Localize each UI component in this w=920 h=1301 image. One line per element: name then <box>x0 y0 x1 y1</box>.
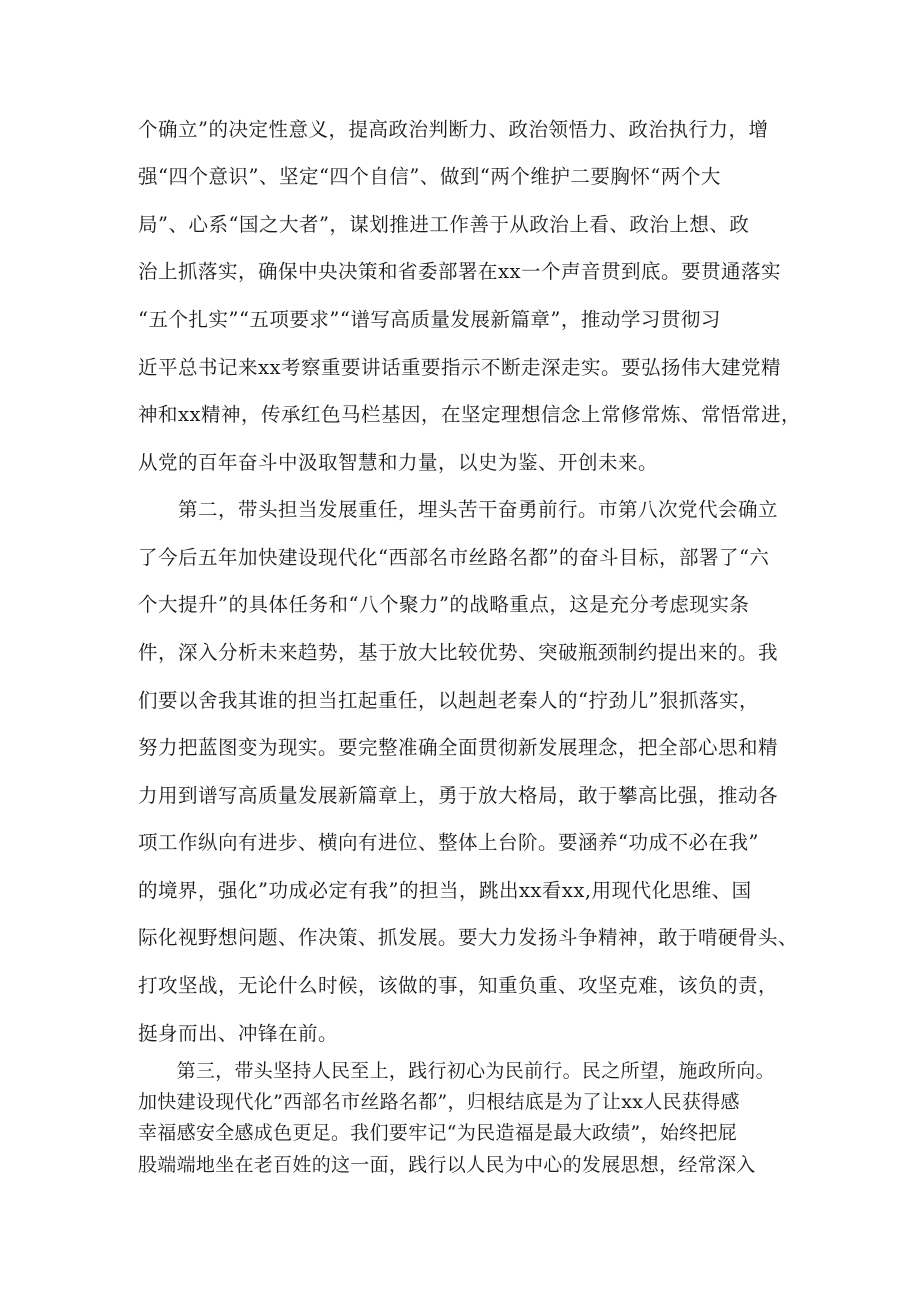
paragraph-line: 个大提升”的具体任务和“八个聚力”的战略重点，这是充分考虑现实条 <box>138 593 750 616</box>
paragraph-line: 个确立”的决定性意义，提高政治判断力、政治领悟力、政治执行力，增 <box>138 118 769 141</box>
paragraph-line: 挺身而出、冲锋在前。 <box>138 1022 339 1045</box>
paragraph-line: 近平总书记来xx考察重要讲话重要指示不断走深走实。要弘扬伟大建党精 <box>138 356 781 379</box>
paragraph-line: 股端端地坐在老百姓的这一面，践行以人民为中心的发展思想，经常深入 <box>138 1154 756 1176</box>
paragraph-line: 了今后五年加快建设现代化“西部名市丝路名都”的奋斗目标，部署了“六 <box>138 546 770 569</box>
paragraph-line: 打攻坚战，无论什么时候，该做的事，知重负重、攻坚克难，该负的责， <box>138 974 779 997</box>
paragraph-line: 第三，带头坚持人民至上，践行初心为民前行。民之所望，施政所向。 <box>138 1060 775 1082</box>
paragraph-line: 项工作纵向有进步、横向有进位、整体上台阶。要涵养“功成不必在我” <box>138 831 759 854</box>
paragraph-line: “五个扎实”“五项要求”“谱写高质量发展新篇章”，推动学习贯彻习 <box>138 308 721 331</box>
paragraph-line: 加快建设现代化”西部名市丝路名都”，归根结底是为了让xx人民获得感 <box>138 1091 740 1113</box>
paragraph-line: 神和xx精神，传承红色马栏基因，在坚定理想信念上常修常炼、常悟常进， <box>138 403 801 426</box>
paragraph-line: 件，深入分析未来趋势，基于放大比较优势、突破瓶颈制约提出来的。我 <box>138 641 779 664</box>
paragraph-line: 治上抓落实，确保中央决策和省委部署在xx一个声音贯到底。要贯通落实 <box>138 260 781 283</box>
paragraph-line: 强“四个意识”、坚定“四个自信”、做到“两个维护二要胸怀“两个大 <box>138 165 721 188</box>
paragraph-line: 局”、心系“国之大者”，谋划推进工作善于从政治上看、政治上想、政 <box>138 213 750 236</box>
paragraph-line: 力用到谱写高质量发展新篇章上，勇于放大格局，敢于攀高比强，推动各 <box>138 784 779 807</box>
paragraph-line: 第二，带头担当发展重任，埋头苦干奋勇前行。市第八次党代会确立 <box>138 498 779 521</box>
paragraph-line: 的境界，强化”功成必定有我”的担当，跳出xx看xx,用现代化思维、国 <box>138 879 752 902</box>
paragraph-line: 们要以舍我其谁的担当扛起重任，以赳赳老秦人的“拧劲儿”狠抓落实， <box>138 689 759 712</box>
paragraph-line: 幸福感安全感成色更足。我们要牢记“为民造福是最大政绩”，始终把屁 <box>138 1122 738 1144</box>
paragraph-line: 从党的百年奋斗中汲取智慧和力量，以史为鉴、开创未来。 <box>138 451 659 474</box>
paragraph-line: 努力把蓝图变为现实。要完整准确全面贯彻新发展理念，把全部心思和精 <box>138 736 779 759</box>
paragraph-line: 际化视野想问题、作决策、抓发展。要大力发扬斗争精神，敢于啃硬骨头、 <box>138 926 799 949</box>
